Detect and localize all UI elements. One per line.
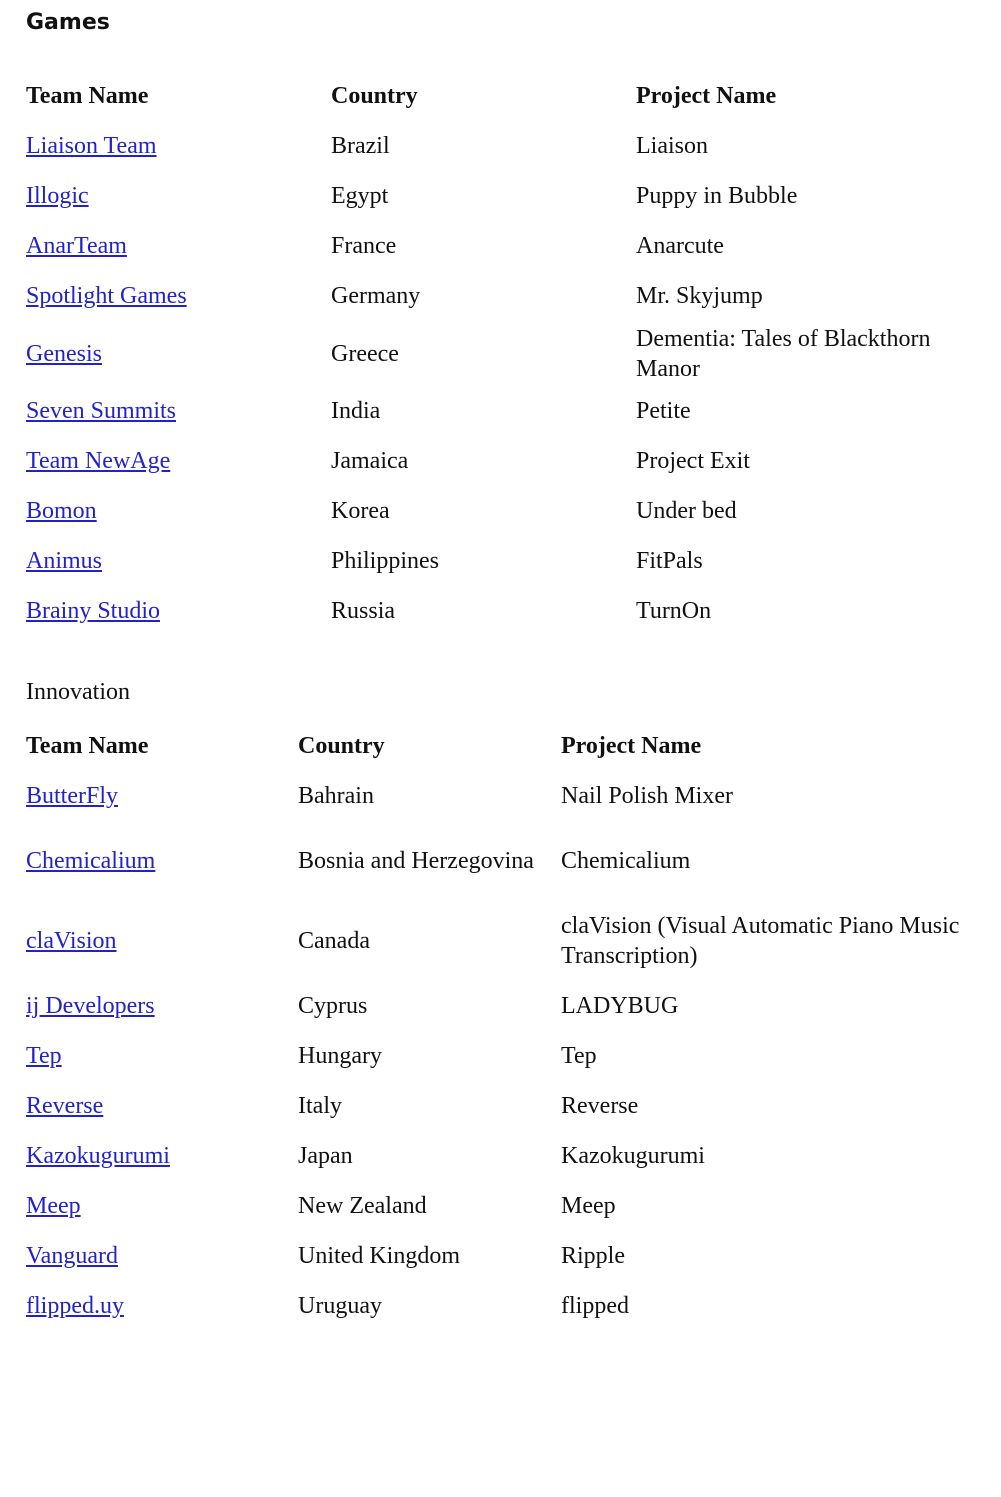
team-cell — [26, 821, 298, 901]
project-cell: claVision (Visual Automatic Piano Music Transcription) — [561, 913, 960, 969]
games-header-team-name: Team Name — [26, 83, 149, 109]
team-link[interactable]: Illogic — [26, 183, 89, 209]
country-cell: Japan — [298, 1143, 353, 1169]
table-row — [26, 1131, 961, 1181]
team-link[interactable]: Spotlight Games — [26, 283, 187, 309]
project-cell: Chemicalium — [561, 848, 691, 874]
country-cell: Greece — [331, 340, 399, 367]
team-link[interactable]: Seven Summits — [26, 398, 177, 424]
team-link[interactable]: ij Developers — [26, 993, 155, 1019]
table-row — [26, 386, 976, 436]
innovation-header-row — [26, 721, 961, 771]
team-link[interactable]: Bomon — [26, 498, 97, 524]
country-cell: New Zealand — [298, 1193, 427, 1219]
team-cell — [26, 981, 298, 1031]
team-cell — [26, 901, 298, 981]
project-cell: flipped — [561, 1293, 629, 1319]
innovation-table — [26, 721, 961, 1331]
project-cell: TurnOn — [636, 598, 712, 624]
table-row — [26, 771, 961, 821]
country-cell: Germany — [331, 283, 421, 309]
project-cell: LADYBUG — [561, 993, 679, 1019]
team-cell — [26, 771, 298, 821]
team-link[interactable]: flipped.uy — [26, 1293, 124, 1319]
country-cell: United Kingdom — [298, 1243, 460, 1269]
project-cell: Dementia: Tales of Blackthorn Manor — [636, 325, 931, 382]
team-link[interactable]: Team NewAge — [26, 448, 171, 474]
innovation-header-team-name: Team Name — [26, 733, 149, 759]
country-cell: Cyprus — [298, 993, 368, 1019]
games-header-country: Country — [331, 83, 418, 109]
table-row — [26, 121, 976, 171]
country-cell: Italy — [298, 1093, 342, 1119]
table-row — [26, 981, 961, 1031]
table-row — [26, 271, 976, 321]
team-cell — [26, 586, 331, 636]
team-cell — [26, 221, 331, 271]
country-cell: Jamaica — [331, 448, 409, 474]
country-cell: Canada — [298, 928, 370, 954]
innovation-header-project-name: Project Name — [561, 733, 702, 759]
project-cell: FitPals — [636, 548, 703, 574]
team-link[interactable]: claVision — [26, 928, 117, 954]
project-cell: Mr. Skyjump — [636, 283, 763, 309]
team-link[interactable]: Genesis — [26, 340, 102, 367]
team-cell — [26, 1031, 298, 1081]
table-row — [26, 1281, 961, 1331]
table-row — [26, 171, 976, 221]
table-row — [26, 436, 976, 486]
team-cell — [26, 1281, 298, 1331]
project-cell: Tep — [561, 1043, 597, 1069]
team-cell — [26, 486, 331, 536]
project-cell: Ripple — [561, 1243, 625, 1269]
team-cell — [26, 121, 331, 171]
team-link[interactable]: Brainy Studio — [26, 598, 161, 624]
project-cell: Project Exit — [636, 448, 750, 474]
team-link[interactable]: ButterFly — [26, 783, 119, 809]
project-cell: Meep — [561, 1193, 616, 1219]
country-cell: Korea — [331, 498, 390, 524]
table-row — [26, 821, 961, 901]
table-row — [26, 1231, 961, 1281]
innovation-header-country: Country — [298, 733, 385, 759]
table-row — [26, 536, 976, 586]
team-cell — [26, 1231, 298, 1281]
table-row — [26, 1181, 961, 1231]
team-link[interactable]: Liaison Team — [26, 133, 157, 159]
project-cell: Kazokugurumi — [561, 1143, 705, 1169]
country-cell: Russia — [331, 598, 396, 624]
team-link[interactable]: Meep — [26, 1193, 81, 1219]
team-link[interactable]: Tep — [26, 1043, 62, 1069]
team-cell — [26, 386, 331, 436]
table-row — [26, 901, 961, 981]
project-cell: Reverse — [561, 1093, 639, 1119]
country-cell: Uruguay — [298, 1293, 382, 1319]
team-cell — [26, 536, 331, 586]
team-link[interactable]: Chemicalium — [26, 848, 156, 874]
team-link[interactable]: Animus — [26, 548, 103, 574]
team-link[interactable]: AnarTeam — [26, 233, 127, 259]
country-cell: Egypt — [331, 183, 389, 209]
table-row — [26, 1081, 961, 1131]
table-row — [26, 1031, 961, 1081]
country-cell: Philippines — [331, 548, 440, 574]
team-cell — [26, 1131, 298, 1181]
team-cell — [26, 321, 331, 386]
games-section-title: Games — [26, 10, 110, 35]
team-cell — [26, 171, 331, 221]
country-cell: Hungary — [298, 1043, 382, 1069]
table-row — [26, 486, 976, 536]
project-cell: Under bed — [636, 498, 737, 524]
project-cell: Liaison — [636, 133, 708, 159]
country-cell: France — [331, 233, 397, 259]
project-cell: Nail Polish Mixer — [561, 783, 733, 809]
project-cell: Anarcute — [636, 233, 724, 259]
country-cell: India — [331, 398, 381, 424]
team-cell — [26, 271, 331, 321]
table-row — [26, 221, 976, 271]
project-cell: Puppy in Bubble — [636, 183, 798, 209]
team-cell — [26, 436, 331, 486]
table-row — [26, 321, 976, 386]
country-cell: Bahrain — [298, 783, 374, 809]
team-link[interactable]: Reverse — [26, 1093, 104, 1119]
country-cell: Bosnia and Herzegovina — [298, 848, 534, 874]
team-link[interactable]: Vanguard — [26, 1243, 118, 1269]
innovation-section-title: Innovation — [26, 679, 130, 705]
games-header-row — [26, 71, 976, 121]
team-cell — [26, 1081, 298, 1131]
games-table — [26, 71, 976, 636]
team-cell — [26, 1181, 298, 1231]
country-cell: Brazil — [331, 133, 390, 159]
team-link[interactable]: Kazokugurumi — [26, 1143, 170, 1169]
games-header-project-name: Project Name — [636, 83, 777, 109]
table-row — [26, 586, 976, 636]
project-cell: Petite — [636, 398, 691, 424]
